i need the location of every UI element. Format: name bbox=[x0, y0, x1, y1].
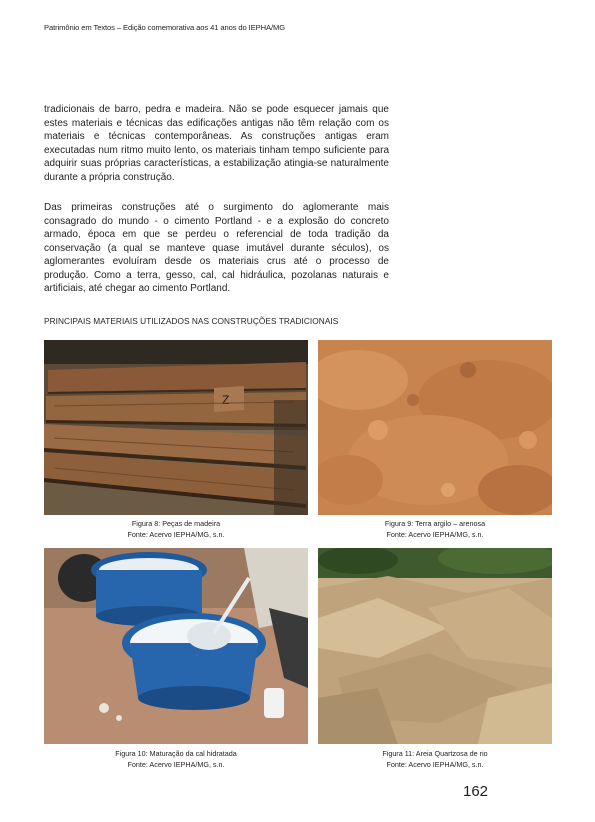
running-header: Patrimônio em Textos – Edição comemorativa aos 41 anos do IEPHA/MG bbox=[44, 23, 286, 32]
body-paragraph-2: Das primeiras construções até o surgimento do aglomerante mais consagrado do mundo - o cimento Portland - e a explosão do concreto armado, época em que se perdeu o referencial de toda tradição da conservação (a qual se manteve quase imutável durante séculos), os aglomerantes evoluíram desde os materiais crus até o processo de produção. Como a terra, gesso, cal, cal hidráulica, pozolanas naturais e artificiais, até chegar ao cimento Portland. bbox=[44, 202, 389, 294]
figure-10-caption bbox=[44, 748, 308, 770]
figure-9-photo bbox=[318, 340, 552, 515]
figure-8-photo bbox=[44, 340, 308, 515]
wooden-beams-image bbox=[44, 340, 308, 515]
clay-soil-image bbox=[318, 340, 552, 515]
figure-10-caption-source: Fonte: Acervo IEPHA/MG, s.n. bbox=[127, 760, 225, 769]
figure-10-caption-title: Figura 10: Maturação da cal hidratada bbox=[115, 749, 237, 758]
figure-9-caption-title: Figura 9: Terra argilo – arenosa bbox=[384, 519, 486, 528]
section-heading: PRINCIPAIS MATERIAIS UTILIZADOS NAS CONSTRUÇÕES TRADICIONAIS bbox=[44, 316, 339, 326]
figure-9-caption bbox=[303, 518, 567, 540]
figure-8-caption-title: Figura 8: Peças de madeira bbox=[131, 519, 221, 528]
body-paragraph-1: tradicionais de barro, pedra e madeira. Não se pode esquecer jamais que estes materiais e técnicas das edificações antigas não têm relação com os materiais e técnicas contemporâneas. As construções antigas eram executadas num ritmo muito lento, os materiais tinham tempo suficiente para adquirir suas próprias características, a estabilização atingia-se naturalmente durante a própria construção. bbox=[44, 104, 389, 183]
figure-8-caption bbox=[44, 518, 308, 540]
page-number: 162 bbox=[463, 783, 489, 800]
figure-11-caption-title: Figura 11: Areia Quartzosa de rio bbox=[382, 749, 488, 758]
figure-11-photo bbox=[318, 548, 552, 744]
figure-8-caption-source: Fonte: Acervo IEPHA/MG, s.n. bbox=[127, 530, 225, 539]
figure-9-caption-source: Fonte: Acervo IEPHA/MG, s.n. bbox=[386, 530, 484, 539]
lime-basin-image bbox=[44, 548, 308, 744]
svg-text:Z: Z bbox=[222, 393, 230, 407]
figure-10-photo bbox=[44, 548, 308, 744]
figure-11-caption bbox=[303, 748, 567, 770]
river-sand-image bbox=[318, 548, 552, 744]
figure-11-caption-source: Fonte: Acervo IEPHA/MG, s.n. bbox=[386, 760, 484, 769]
